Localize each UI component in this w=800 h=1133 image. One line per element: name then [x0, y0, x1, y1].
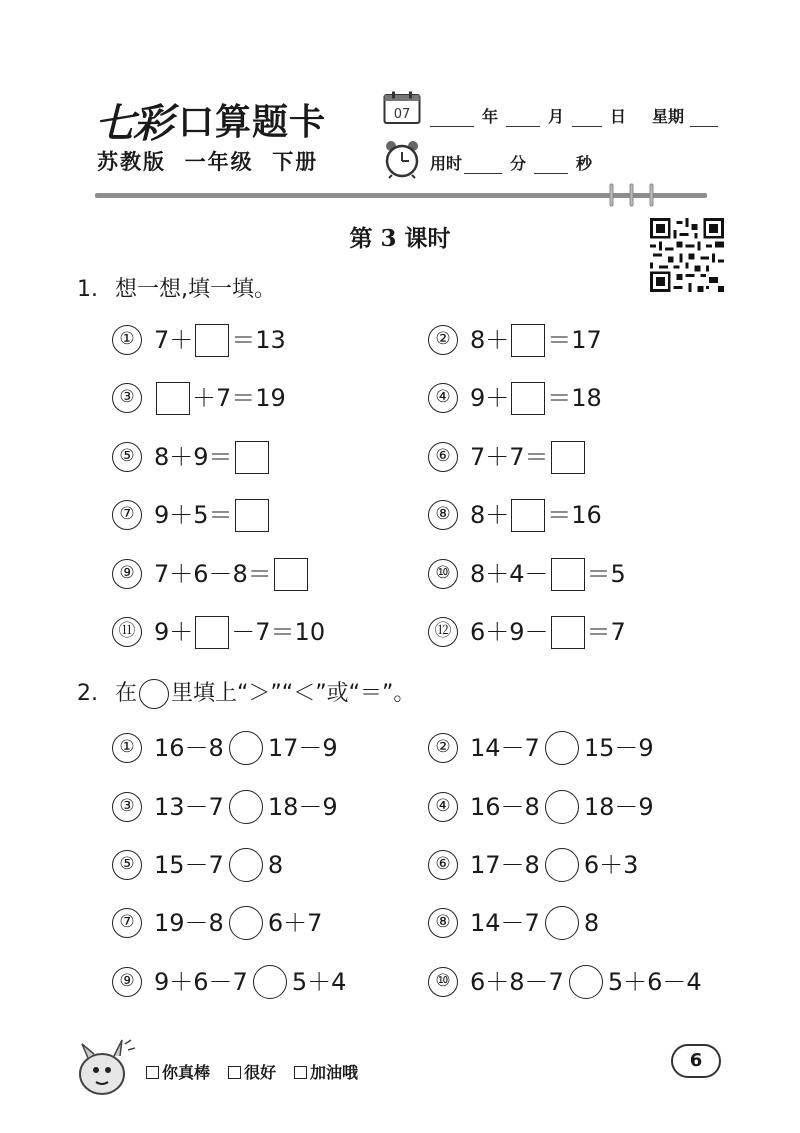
fill-problem-12: ⑫ 6＋9－ ＝7: [428, 614, 626, 650]
fill-problem-5: ⑤ 8＋9＝: [112, 439, 271, 475]
qr-code-icon[interactable]: [650, 218, 724, 292]
answer-box[interactable]: [551, 558, 585, 591]
fill-problem-4: ④ 9＋ ＝18: [428, 380, 602, 416]
compare-problem-10: ⑩ 6＋8－7 5＋6－4: [428, 964, 702, 1000]
rating-checkbox[interactable]: [294, 1066, 307, 1079]
answer-box[interactable]: [195, 616, 229, 649]
fill-problem-6: ⑥ 7＋7＝: [428, 439, 587, 475]
alarm-clock-icon: [382, 139, 422, 179]
compare-problem-1: ① 16－8 17－9: [112, 730, 338, 766]
binder-rings-icon: [606, 180, 676, 210]
rating-checkbox[interactable]: [146, 1066, 159, 1079]
answer-box[interactable]: [235, 441, 269, 474]
answer-box[interactable]: [551, 616, 585, 649]
fill-problem-3: ③ ＋7＝19: [112, 380, 286, 416]
compare-problem-8: ⑧ 14－7 8: [428, 905, 599, 941]
rating-keep-going[interactable]: 加油哦: [294, 1060, 358, 1083]
compare-problem-2: ② 14－7 15－9: [428, 730, 654, 766]
answer-box[interactable]: [274, 558, 308, 591]
compare-circle[interactable]: [229, 848, 263, 882]
compare-problem-3: ③ 13－7 18－9: [112, 789, 338, 825]
brand-title: 口算题卡: [178, 102, 327, 143]
fill-problem-10: ⑩ 8＋4－ ＝5: [428, 556, 626, 592]
fill-problem-9: ⑨ 7＋6－8＝: [112, 556, 310, 592]
compare-circle[interactable]: [545, 790, 579, 824]
fill-problem-1: ① 7＋ ＝13: [112, 322, 286, 358]
compare-problem-9: ⑨ 9＋6－7 5＋4: [112, 964, 346, 1000]
answer-box[interactable]: [511, 499, 545, 532]
seconds-blank[interactable]: [534, 155, 568, 174]
edition-label: 苏教版 一年级 下册: [97, 150, 319, 174]
answer-box[interactable]: [195, 324, 229, 357]
fill-problem-11: ⑪ 9＋ －7＝10: [112, 614, 325, 650]
year-blank[interactable]: [430, 108, 474, 127]
compare-circle[interactable]: [229, 731, 263, 765]
compare-circle[interactable]: [229, 906, 263, 940]
weekday-blank[interactable]: [690, 108, 718, 127]
lesson-title: 第 3 课时: [349, 225, 451, 252]
compare-problem-6: ⑥ 17－8 6＋3: [428, 847, 638, 883]
compare-circle[interactable]: [253, 965, 287, 999]
rating-good[interactable]: 很好: [228, 1060, 276, 1083]
time-fill-row: 用时 分 秒: [430, 154, 593, 173]
calendar-day: 07: [393, 107, 411, 122]
rating-great[interactable]: 你真棒: [146, 1060, 210, 1083]
brand-mark: 七彩: [95, 100, 171, 147]
circle-symbol-icon: [139, 679, 169, 709]
answer-box[interactable]: [235, 499, 269, 532]
date-fill-row: 年 月 日 星期: [430, 104, 718, 127]
compare-circle[interactable]: [229, 790, 263, 824]
compare-problem-7: ⑦ 19－8 6＋7: [112, 905, 322, 941]
answer-box[interactable]: [551, 441, 585, 474]
fill-problem-2: ② 8＋ ＝17: [428, 322, 602, 358]
section-1-heading: 1. 想一想,填一填。: [77, 277, 276, 302]
mascot-icon: [70, 1030, 140, 1100]
answer-box[interactable]: [511, 324, 545, 357]
self-rating: [146, 1060, 358, 1083]
compare-circle[interactable]: [545, 731, 579, 765]
fill-problem-7: ⑦ 9＋5＝: [112, 497, 271, 533]
fill-problem-8: ⑧ 8＋ ＝16: [428, 497, 602, 533]
calendar-icon: [383, 91, 421, 125]
answer-box[interactable]: [511, 382, 545, 415]
compare-circle[interactable]: [545, 848, 579, 882]
answer-box[interactable]: [156, 382, 190, 415]
compare-circle[interactable]: [569, 965, 603, 999]
month-blank[interactable]: [506, 108, 540, 127]
minutes-blank[interactable]: [464, 155, 502, 174]
section-2-heading: 2. 在 里填上“＞”“＜”或“＝”。: [77, 676, 415, 709]
page-number: 6: [671, 1044, 721, 1078]
rating-checkbox[interactable]: [228, 1066, 241, 1079]
compare-circle[interactable]: [545, 906, 579, 940]
day-blank[interactable]: [572, 108, 602, 127]
compare-problem-5: ⑤ 15－7 8: [112, 847, 283, 883]
compare-problem-4: ④ 16－8 18－9: [428, 789, 654, 825]
